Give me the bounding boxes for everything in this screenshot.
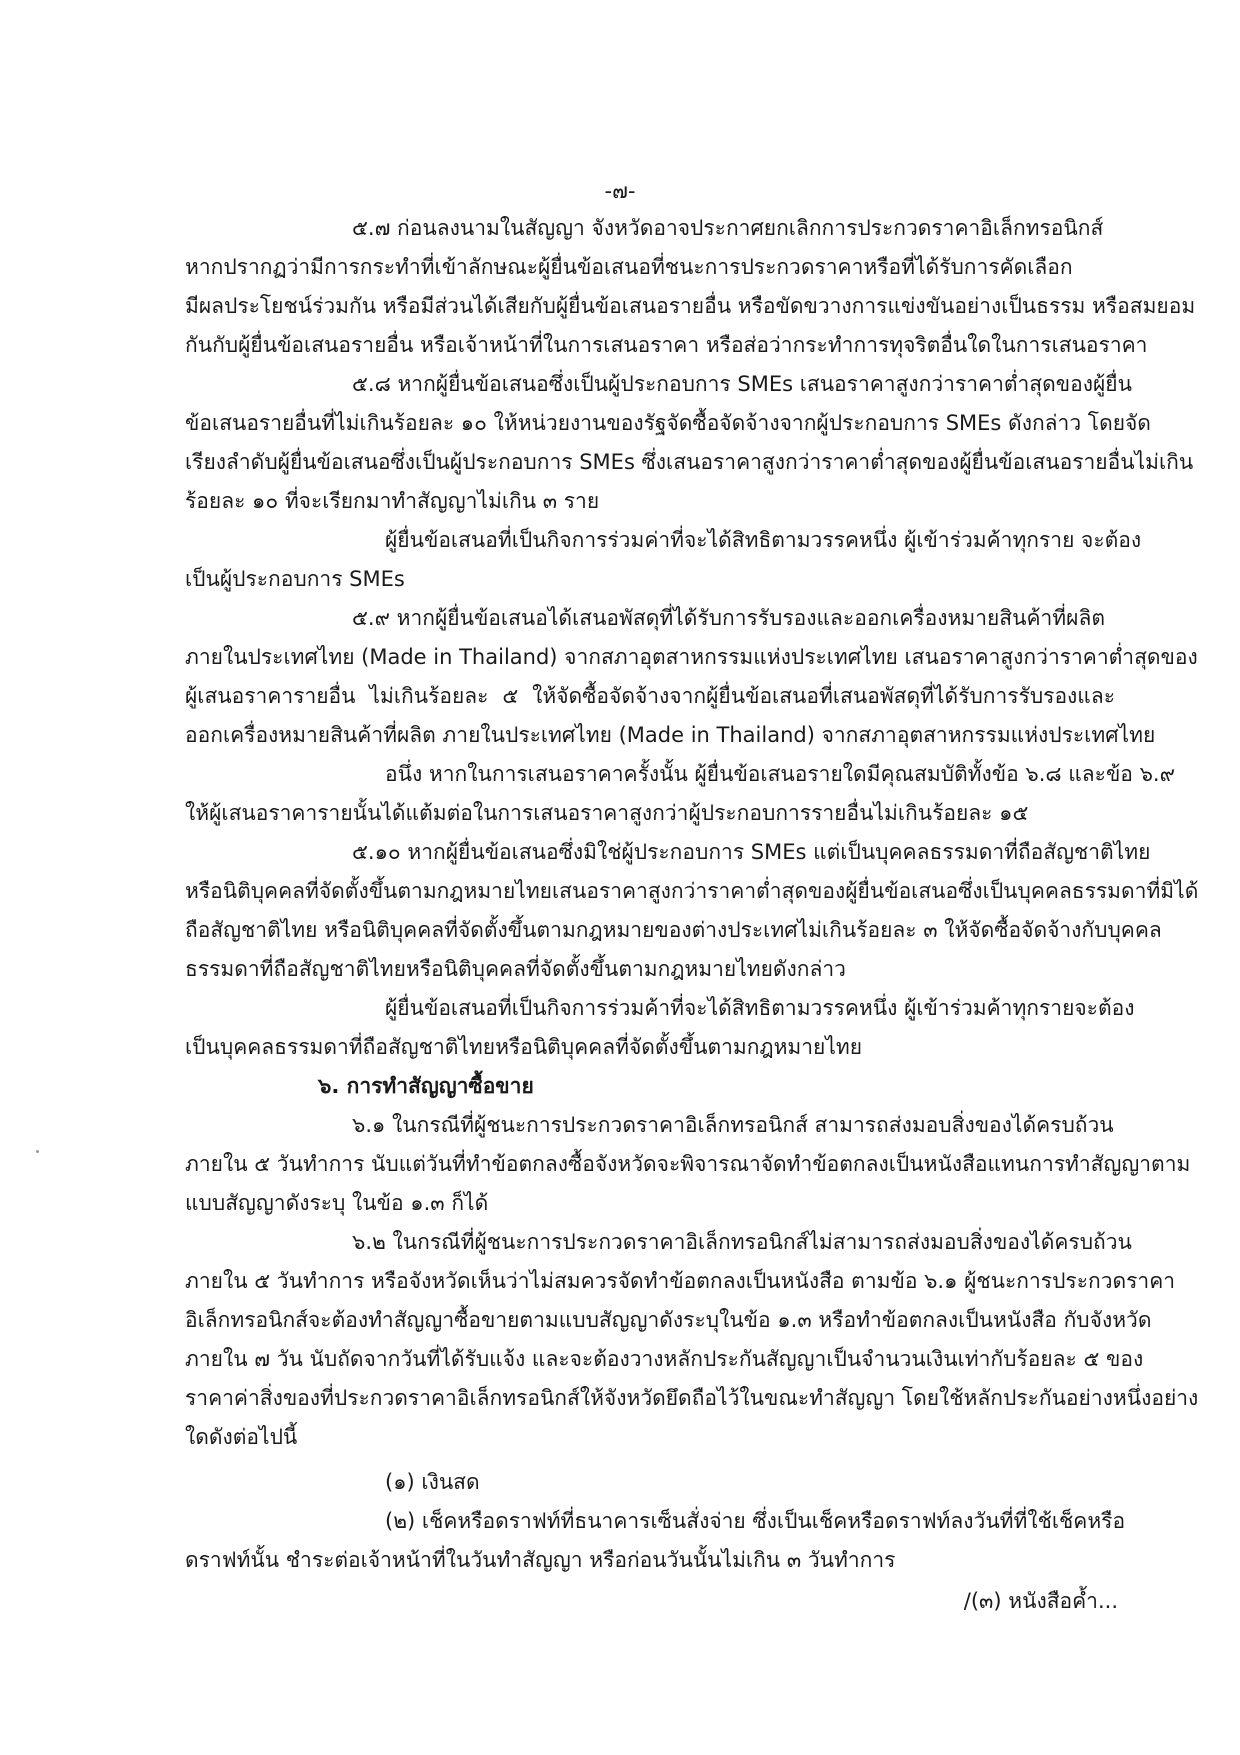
list-item-2-line-2: ดราฟท์นั้น ชำระต่อเจ้าหน้าที่ในวันทำสัญญา หรือก่อนวันนั้นไม่เกิน ๓ วันทำการ (185, 1548, 896, 1572)
para-6-1-line-3: แบบสัญญาดังระบุ ในข้อ ๑.๓ ก็ได้ (185, 1191, 489, 1215)
para-5-8-line-3: เรียงลำดับผู้ยื่นข้อเสนอซึ่งเป็นผู้ประกอบการ SMEs ซึ่งเสนอราคาสูงกว่าราคาต่ำสุดของผู้ยื่นข้อเสนอรายอื่นไม่เกิน (185, 450, 1194, 474)
para-5-7-line-4: กันกับผู้ยื่นข้อเสนอรายอื่น หรือเจ้าหน้าที่ในการเสนอราคา หรือส่อว่ากระทำการทุจริตอื่นใดในการเสนอราคา (185, 333, 1148, 357)
para-5-8-line-1: ๕.๘ หากผู้ยื่นข้อเสนอซึ่งเป็นผู้ประกอบการ SMEs เสนอราคาสูงกว่าราคาต่ำสุดของผู้ยื่น (352, 372, 1132, 396)
section-6-heading: ๖. การทำสัญญาซื้อขาย (318, 1074, 534, 1098)
para-5-8-line-2: ข้อเสนอรายอื่นที่ไม่เกินร้อยละ ๑๐ ให้หน่วยงานของรัฐจัดซื้อจัดจ้างจากผู้ประกอบการ SMEs ดังกล่าว โดยจัด (185, 411, 1151, 435)
page-number: -๗- (604, 179, 636, 203)
para-5-9-line-2: ภายในประเทศไทย (Made in Thailand) จากสภาอุตสาหกรรมแห่งประเทศไทย เสนอราคาสูงกว่าราคาต่ำสุดของ (185, 645, 1198, 669)
para-5-7-line-2: หากปรากฏว่ามีการกระทำที่เข้าลักษณะผู้ยื่นข้อเสนอที่ชนะการประกวดราคาหรือที่ได้รับการคัดเลือก (185, 255, 1073, 279)
para-6-2-line-1: ๖.๒ ในกรณีที่ผู้ชนะการประกวดราคาอิเล็กทรอนิกส์ไม่สามารถส่งมอบสิ่งของได้ครบถ้วน (352, 1230, 1132, 1254)
para-5-10-sub-line-2: เป็นบุคคลธรรมดาที่ถือสัญชาติไทยหรือนิติบุคคลที่จัดตั้งขึ้นตามกฎหมายไทย (185, 1035, 863, 1059)
para-6-2-line-3: อิเล็กทรอนิกส์จะต้องทำสัญญาซื้อขายตามแบบสัญญาดังระบุในข้อ ๑.๓ หรือทำข้อตกลงเป็นหนังสือ กับจังหวัด (185, 1308, 1152, 1332)
para-5-10-line-4: ธรรมดาที่ถือสัญชาติไทยหรือนิติบุคคลที่จัดตั้งขึ้นตามกฎหมายไทยดังกล่าว (185, 957, 846, 981)
para-5-10-line-3: ถือสัญชาติไทย หรือนิติบุคคลที่จัดตั้งขึ้นตามกฎหมายของต่างประเทศไม่เกินร้อยละ ๓ ให้จัดซื้อจัดจ้างกับบุคคล (185, 918, 1162, 942)
para-5-9-sub-line-1: อนึ่ง หากในการเสนอราคาครั้งนั้น ผู้ยื่นข้อเสนอรายใดมีคุณสมบัติทั้งข้อ ๖.๘ และข้อ ๖.๙ (385, 762, 1175, 786)
para-6-2-line-6: ใดดังต่อไปนี้ (185, 1425, 298, 1449)
para-5-8-sub-line-1: ผู้ยื่นข้อเสนอที่เป็นกิจการร่วมค่าที่จะได้สิทธิตามวรรคหนึ่ง ผู้เข้าร่วมค้าทุกราย จะต้อง (385, 528, 1142, 552)
para-5-7-line-1: ๕.๗ ก่อนลงนามในสัญญา จังหวัดอาจประกาศยกเลิกการประกวดราคาอิเล็กทรอนิกส์ (352, 216, 1104, 240)
para-6-2-line-5: ราคาค่าสิ่งของที่ประกวดราคาอิเล็กทรอนิกส์ให้จังหวัดยึดถือไว้ในขณะทำสัญญา โดยใช้หลักประกันอย่างหนึ่งอย่าง (185, 1386, 1199, 1410)
para-6-2-line-2: ภายใน ๕ วันทำการ หรือจังหวัดเห็นว่าไม่สมควรจัดทำข้อตกลงเป็นหนังสือ ตามข้อ ๖.๑ ผู้ชนะการประกวดราคา (185, 1269, 1176, 1293)
para-6-1-line-1: ๖.๑ ในกรณีที่ผู้ชนะการประกวดราคาอิเล็กทรอนิกส์ สามารถส่งมอบสิ่งของได้ครบถ้วน (352, 1113, 1114, 1137)
list-item-1: (๑) เงินสด (385, 1470, 480, 1494)
para-5-8-sub-line-2: เป็นผู้ประกอบการ SMEs (185, 567, 405, 591)
para-5-10-sub-line-1: ผู้ยื่นข้อเสนอที่เป็นกิจการร่วมค้าที่จะได้สิทธิตามวรรคหนึ่ง ผู้เข้าร่วมค้าทุกรายจะต้อง (385, 996, 1135, 1020)
para-5-8-line-4: ร้อยละ ๑๐ ที่จะเรียกมาทำสัญญาไม่เกิน ๓ ราย (185, 489, 600, 513)
para-6-2-line-4: ภายใน ๗ วัน นับถัดจากวันที่ได้รับแจ้ง และจะต้องวางหลักประกันสัญญาเป็นจำนวนเงินเท่ากับร้อยละ ๕ ของ (185, 1347, 1144, 1371)
continuation-footer: /(๓) หนังสือค้ำ... (963, 1589, 1118, 1613)
para-6-1-line-2: ภายใน ๕ วันทำการ นับแต่วันที่ทำข้อตกลงซื้อจังหวัดจะพิจารณาจัดทำข้อตกลงเป็นหนังสือแทนการทำสัญญาตาม (185, 1152, 1191, 1176)
scan-speck (36, 1150, 39, 1153)
para-5-9-sub-line-2: ให้ผู้เสนอราคารายนั้นได้แต้มต่อในการเสนอราคาสูงกว่าผู้ประกอบการรายอื่นไม่เกินร้อยละ ๑๕ (185, 801, 1029, 825)
list-item-2-line-1: (๒) เช็คหรือดราฟท์ที่ธนาคารเซ็นสั่งจ่าย ซึ่งเป็นเช็คหรือดราฟท์ลงวันที่ที่ใช้เช็คหรือ (385, 1509, 1126, 1533)
para-5-7-line-3: มีผลประโยชน์ร่วมกัน หรือมีส่วนได้เสียกับผู้ยื่นข้อเสนอรายอื่น หรือขัดขวางการแข่งขันอย่างเป็นธรรม หรือสมยอม (185, 294, 1196, 318)
para-5-9-line-1: ๕.๙ หากผู้ยื่นข้อเสนอได้เสนอพัสดุที่ได้รับการรับรองและออกเครื่องหมายสินค้าที่ผลิต (352, 606, 1105, 630)
para-5-9-line-4: ออกเครื่องหมายสินค้าที่ผลิต ภายในประเทศไทย (Made in Thailand) จากสภาอุตสาหกรรมแห่งประเทศไทย (185, 723, 1156, 747)
para-5-10-line-2: หรือนิติบุคคลที่จัดตั้งขึ้นตามกฎหมายไทยเสนอราคาสูงกว่าราคาต่ำสุดของผู้ยื่นข้อเสนอซึ่งเป็นบุคคลธรรมดาที่มิได้ (185, 879, 1199, 903)
para-5-10-line-1: ๕.๑๐ หากผู้ยื่นข้อเสนอซึ่งมิใช่ผู้ประกอบการ SMEs แต่เป็นบุคคลธรรมดาที่ถือสัญชาติไทย (352, 840, 1151, 864)
para-5-9-line-3: ผู้เสนอราคารายอื่น ไม่เกินร้อยละ ๕ ให้จัดซื้อจัดจ้างจากผู้ยื่นข้อเสนอที่เสนอพัสดุที่ได้รับการรับรองและ (185, 684, 1115, 708)
